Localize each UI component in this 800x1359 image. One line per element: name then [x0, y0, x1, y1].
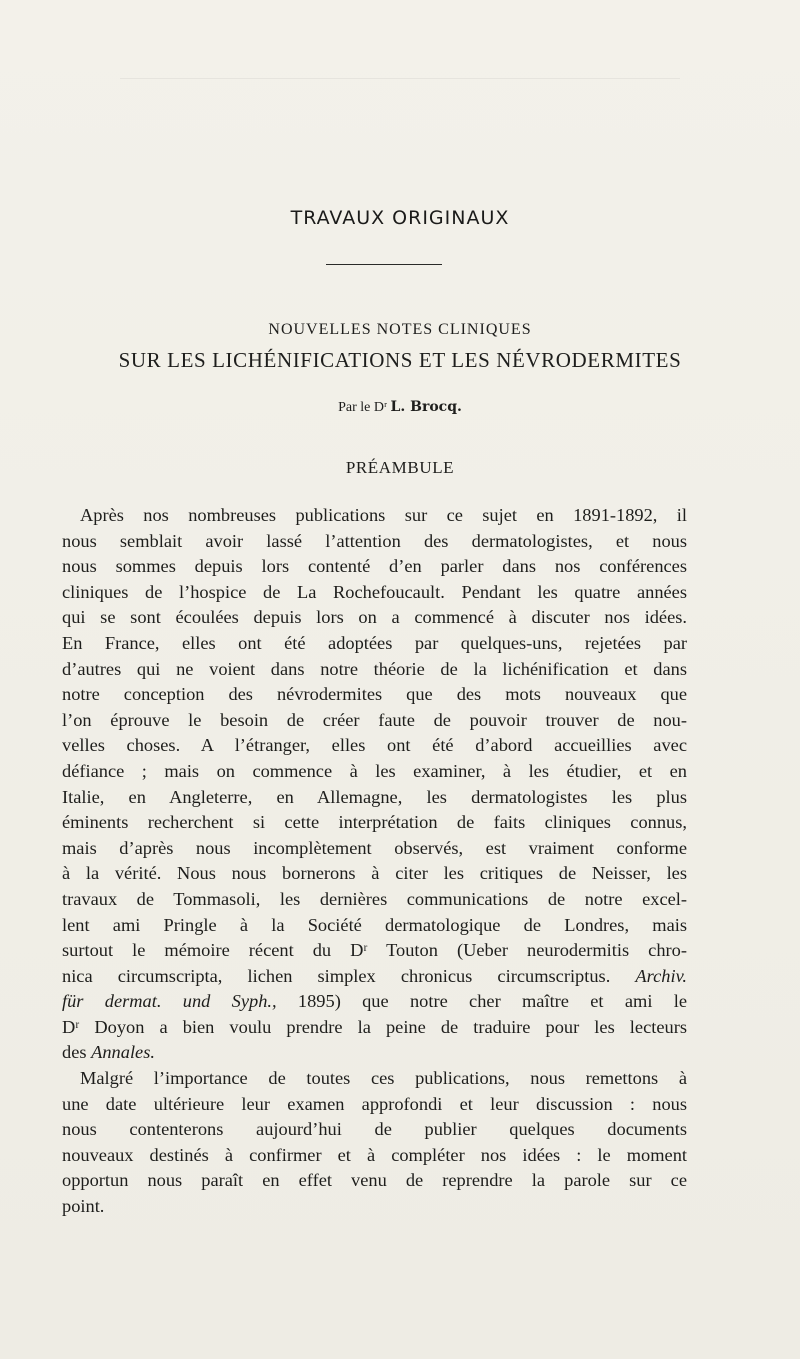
text-line: une date ultérieure leur examen approfondi et leur discussion : nous	[62, 1093, 687, 1114]
text-line: Dʳ Doyon a bien voulu prendre la peine de traduire pour les lecteurs	[62, 1016, 687, 1037]
citation-text: 1895) que notre cher maître et ami le	[297, 991, 687, 1012]
article-body	[62, 503, 687, 1220]
text-line: mais d’après nous incomplètement observés, est vraiment conforme	[62, 837, 687, 858]
text-line: nous sommes depuis lors contenté d’en parler dans nos conférences	[62, 556, 687, 577]
text-line: cliniques de l’hospice de La Rochefoucault. Pendant les quatre années	[62, 581, 687, 602]
title-rule	[326, 264, 442, 265]
text-line: surtout le mémoire récent du Dʳ Touton (Ueber neurodermitis chro-	[62, 940, 687, 961]
text-line: qui se sont écoulées depuis lors on a commencé à discuter nos idées.	[62, 607, 687, 628]
text-line-last: point.	[62, 1196, 105, 1217]
citation-text: nica circumscripta, lichen simplex chronicus circumscriptus.	[62, 965, 611, 986]
text-line: velles choses. A l’étranger, elles ont été d’abord accueillies avec	[62, 735, 687, 756]
text-line: d’autres qui ne voient dans notre théorie de la lichénification et dans	[62, 658, 687, 679]
bleed-through-header	[120, 78, 680, 79]
text-line: opportun nous paraît en effet venu de reprendre la parole sur ce	[62, 1170, 687, 1191]
article-title: SUR LES LICHÉNIFICATIONS ET LES NÉVRODERMITES	[118, 348, 682, 372]
journal-annales: Annales.	[91, 1042, 155, 1063]
text-line-citation	[62, 989, 687, 1015]
text-line: nouveaux destinés à confirmer et à compléter nos idées : le moment	[62, 1144, 687, 1165]
text-line-last	[62, 1040, 687, 1066]
text-line: Italie, en Angleterre, en Allemagne, les dermatologistes les plus	[62, 786, 687, 807]
preamble-heading: PRÉAMBULE	[345, 458, 455, 477]
byline	[0, 399, 800, 416]
text-line: En France, elles ont été adoptées par quelques-uns, rejetées par	[62, 632, 687, 653]
text-line-citation	[62, 964, 687, 990]
text-line: nous semblait avoir lassé l’attention des dermatologistes, et nous	[62, 530, 687, 551]
text-fragment: des	[62, 1042, 87, 1063]
author-name: L. Brocq.	[390, 399, 462, 415]
text-line: éminents recherchent si cette interprétation de faits cliniques connus,	[62, 812, 687, 833]
text-line: notre conception des névrodermites que des mots nouveaux que	[62, 684, 687, 705]
text-line: Malgré l’importance de toutes ces publications, nous remettons à	[80, 1068, 687, 1089]
text-line: défiance ; mais on commence à les examiner, à les étudier, et en	[62, 760, 687, 781]
text-line: travaux de Tommasoli, les dernières communications de notre excel-	[62, 888, 687, 909]
journal-title-cont: für dermat. und Syph.,	[62, 991, 277, 1012]
text-line: Après nos nombreuses publications sur ce sujet en 1891-1892, il	[80, 505, 687, 525]
text-line: nous contenterons aujourd’hui de publier quelques documents	[62, 1119, 687, 1140]
text-line: à la vérité. Nous nous bornerons à citer les critiques de Neisser, les	[62, 863, 687, 884]
text-line: l’on éprouve le besoin de créer faute de pouvoir trouver de nou-	[62, 709, 687, 730]
article-kicker: NOUVELLES NOTES CLINIQUES	[268, 321, 532, 338]
section-title: TRAVAUX ORIGINAUX	[290, 207, 510, 229]
paragraph-1	[62, 503, 687, 1066]
byline-prefix: Par le Dʳ	[338, 400, 388, 415]
text-line: lent ami Pringle à la Société dermatologique de Londres, mais	[62, 914, 687, 935]
paragraph-2	[62, 1066, 687, 1220]
journal-title: Archiv.	[635, 965, 687, 986]
